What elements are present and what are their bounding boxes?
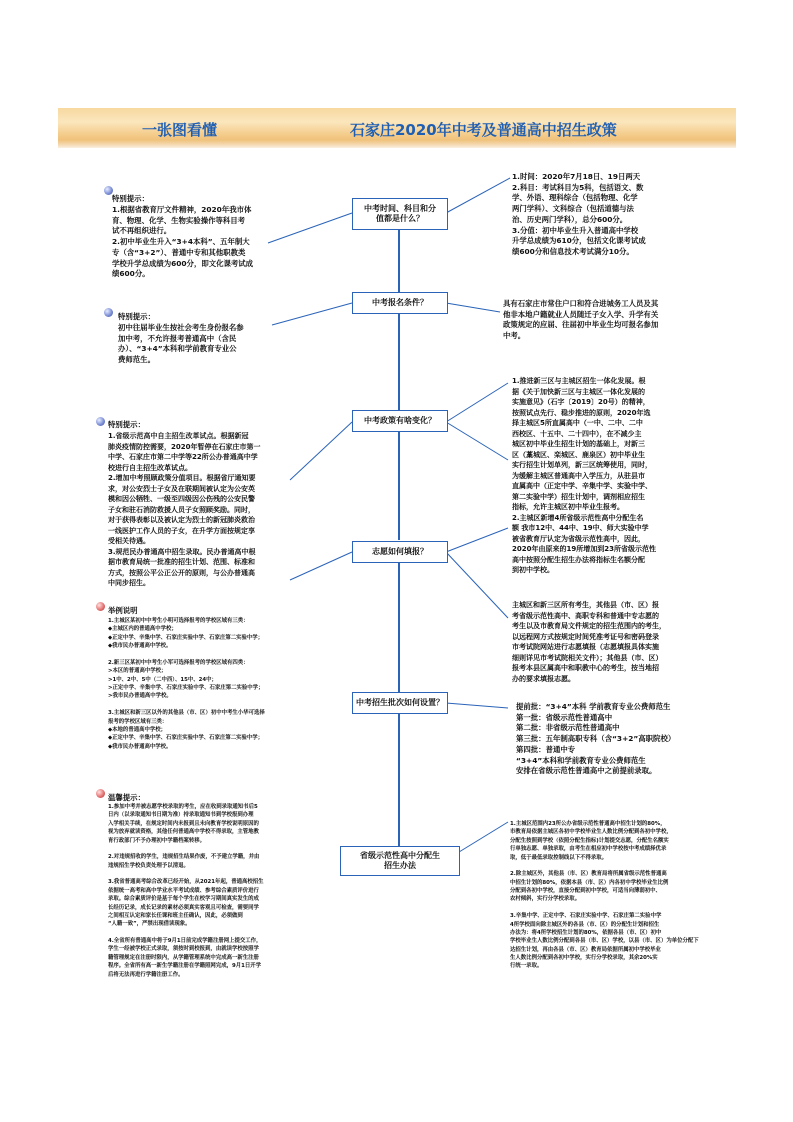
question-policy-changes: 中考政策有啥变化？ <box>352 410 448 432</box>
bullet-icon <box>96 602 105 611</box>
question-registration: 中考报名条件？ <box>352 292 448 314</box>
question-exam-time: 中考时间、科目和分 值都是什么？ <box>352 198 448 230</box>
example-body: 1.主城区某初中中考生小明可选择报考的学校区域有三类： ◆主城区内的普通高中学校； ◆正定中学、辛集中学、石家庄实验中学、石家庄第二实验中学； ◆我市民办普通高中学校。 2.新三区某初中中考生小军可选择报考的学校区域有四类： >本区的普通高中学校； >1中、2中、5中（二中西）、15中、24中； >正定中学、辛集中学、石家庄实验中学、石家庄第二实验中学； >我市民办普通高中学校。 3.主城区和新三区以外的其他县（市、区）初中中考生小华可选择 报考的学校区域有三类： ◆本地的普通高中学校； ◆正定中学、辛集中学、石家庄实验中学、石家庄第二实验中学； ◆我市民办普通高中学校。 <box>108 618 265 750</box>
link-q4-right-top <box>446 528 508 552</box>
link-q4-right-bottom <box>446 552 508 618</box>
tip2-title: 特别提示： <box>118 312 155 321</box>
tip2-body: 初中往届毕业生按社会考生身份报名参 加中考，不允许报考普通高中（含民 办）、“3+4”本科和学前教育专业公 费师范生。 <box>118 323 244 365</box>
banner-left-title: 一张图看懂 <box>142 121 218 139</box>
question-batches: 中考招生批次如何设置？ <box>352 692 448 714</box>
spine-3 <box>398 430 400 540</box>
link-q2-left <box>272 303 352 325</box>
link-q3-right-top <box>446 383 508 422</box>
spine-5 <box>398 712 400 846</box>
link-q2-right <box>446 303 500 312</box>
tip1-title: 特别提示： <box>112 194 149 203</box>
tip4-title: 温馨提示： <box>108 793 145 802</box>
answer-exam-time: 1.时间：2020年7月18日、19日两天 2.科目：考试科目为5科，包括语文、数 学、外语、理科综合（包括物理、化学 两门学科）、文科综合（包括道德与法 治、历史两门学科），总分600分。 3.分值：初中毕业生升入普通高中学校 升学总成绩为610分，包括文化课考试成 绩600分和信息技术考试满分10分。 <box>512 172 646 257</box>
banner-right-title: 石家庄2020年中考及普通高中招生政策 <box>350 121 617 139</box>
answer-batches: 提前批：“3+4”本科 学前教育专业公费师范生 第一批：省级示范性普通高中 第二批：非省级示范性普通高中 第三批：五年制高职专科（含“3+2”高职院校） 第四批：普通中专 “3+4”本科和学前教育专业公费师范生 安排在省级示范性普通高中之前提前录取。 <box>516 702 676 776</box>
link-q3-right-bottom <box>446 422 508 460</box>
answer-allocation: 1.主城区范围内23所公办省级示范性普通高中招生计划的80%， 市教育局依据主城区各初中学校毕业生人数比例分配到各初中学校， 分配生按照到学校（依照分配生指标)计划提交志愿，分配生名额实 行单独志愿、单独录取，由考生在相应初中学校按中考成绩择优录 取，低于最低录取控制线以下不得录取。 2.除主城区外，其他县（市、区）教育局将所属省级示范性普通高 中招生计划的80%，依据本县（市、区）内各初中学校毕业生比例 分配到各初中学校，直接分配到初中学校，可适当向薄弱初中、 农村倾斜，实行分学校录取。 3.辛集中学、正定中学、石家庄实验中学、石家庄第二实验中学 4所学校面向除主城区外的各县（市、区）的分配生计划和招生 办法为：将4所学校招生计划的80%，依据各县（市、区）初中 学校毕业生人数比例分配到各县（市、区）学校，以县（市、区）为单位分配下 达招生计划，再由各县（市、区）教育局依据所属初中学校毕业 生人数比例分配到各初中学校，实行分学校录取，其余20%实 行统一录取。 <box>510 821 699 970</box>
spine-4 <box>398 562 400 692</box>
bullet-icon <box>104 308 113 317</box>
spine-2 <box>398 314 400 410</box>
tip3-body: 1.省级示范高中自主招生改革试点。根据新冠 肺炎疫情防控需要，2020年暂停在石家庄市第一 中学、石家庄市第二中学等22所公办普通高中学 校进行自主招生改革试点。 2.增加中考照顾政策分值项目。根据省厅通知要 求，对公安烈士子女及在联期间被认定为公安英 模和因公牺牲、一级至四级因公伤残的公安民警 子女和驻石消防救援人员子女照顾奖励。同时， 对于获得表彰以及被认定为烈士的新冠肺炎救治 一线医护工作人员的子女，在升学方面按规定享 受相关待遇。 3.规范民办普通高中招生录取。民办普通高中根 据市教育局统一批准的招生计划、范围、标准和 方式，按照公平公正公开的原则，与公办普通高 中同步招生。 <box>108 432 261 587</box>
answer-application: 主城区和新三区所有考生，其他县（市、区）报 考省级示范性高中、高职专科和普通中专志愿的 考生以及市教育局文件规定的招生范围内的考生， 以远程网方式按规定时间凭准考证号和密码登录 市考试院网站进行志愿填报（志愿填报具体实施 细则详见市考试院相关文件）；其他县（市、区） 报考本县区属高中和职教中心的考生，按当地招 办的要求填报志愿。 <box>512 601 666 683</box>
link-q4-left <box>290 552 352 580</box>
answer-policy-changes: 1.推进新三区与主城区招生一体化发展。根 据《关于加快新三区与主城区一体化发展的 实施意见》（石字〔2019〕20号）的精神， 按照试点先行、稳步推进的原则，2020年选 择主城区5所直属高中（一中、二中、二中 西校区、十五中、二十四中），在不减少主 城区初中毕业生招生计划的基础上，对新三 区（藁城区、栾城区、鹿泉区）初中毕业生 实行招生计划单列，新三区统筹使用，同时， 为缓解主城区普通高中入学压力，从驻县市 直属高中（正定中学、辛集中学、实验中学、 第二实验中学）招生计划中，调剂相应招生 指标，允许主城区初中毕业生报考。 2.主城区新增4所省级示范性高中分配生名 额 我市12中、44中、19中、师大实验中学 被省教育厅认定为省级示范性高中，因此， 2020年由原来的19所增加到23所省级示范性 高中按照分配生招生办法将指标生名额分配 到初中学校。 <box>512 377 656 574</box>
answer-registration: 具有石家庄市常住户口和符合进城务工人员及其 他非本地户籍就业人员随迁子女入学、升学有关 政策规定的应届、往届初中毕业生均可报名参加 中考。 <box>503 299 659 341</box>
bullet-icon <box>96 789 105 798</box>
spine-1 <box>398 228 400 292</box>
tip4-body: 1.参加中考并被志愿学校录取的考生，应在收到录取通知书后5 日内（以录取通知书日期为准）持录取通知书到学校报到办理 入学相关手续，在规定时间内未报到且未向教育学校说明原因的 视为放弃就读资格，其他任何普通高中学校不得录取，主管地教 育行政部门不予办理初中学籍档案转移。 2.对违规招收的学生，违规招生结果作废，不予建立学籍，并由 违规招生学校负责处理予以清退。 3.我省普通高考综合改革已经开始，从2021年起，普通高校招生 依据统一高考和高中学业水平考试成绩、参考综合素质评价进行 录取。综合素质评价是基于每个学生在校学习期间真实发生的成 长经历记录，成长记录的素材必须真实客观且可检查，需要同学 之间相互认定和家长任课和班主任确认，因此，必须做到 “人籍一致”，严禁出现借读现象。 4.全省所有普通高中将于9月1日前完成学籍注册网上提交工作， 学生一经被学校正式录取，须按时到校报到，由就读学校按照学 籍管理规定在注册时限内，从学籍管理系统中完成高一新生注册 程序。全省所有高一新生学籍注册在学籍照网完成，9月1日开学 后将无法再进行学籍注册工作。 <box>108 804 264 978</box>
example-title: 举例说明 <box>108 606 138 615</box>
bullet-icon <box>96 417 105 426</box>
tip3-title: 特别提示： <box>108 420 145 429</box>
question-allocation: 省级示范性高中分配生 招生办法 <box>340 846 460 876</box>
question-application: 志愿如何填报？ <box>352 541 448 563</box>
tip1-body: 1.根据省教育厅文件精神，2020年我市体 育、物理、化学、生物实验操作等科目考 试不再组织进行。 2.初中毕业生升入“3+4本科”、五年制大 专（含“3+2”）、普通中专和其他职教类 学校升学总成绩为600分，即文化课考试成 绩600分。 <box>112 205 254 279</box>
link-q3-left <box>290 422 352 480</box>
link-q5-right <box>446 703 508 708</box>
link-q1-right <box>446 178 510 213</box>
